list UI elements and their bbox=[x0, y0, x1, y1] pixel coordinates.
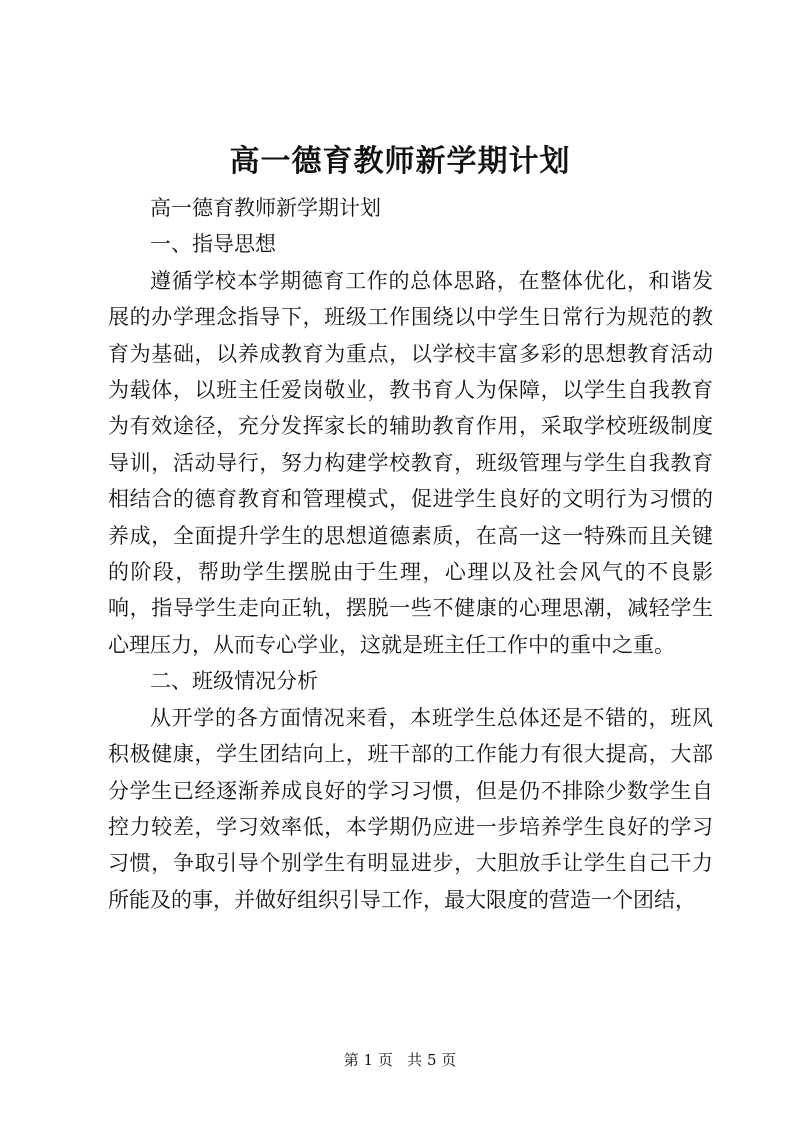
page-footer bbox=[0, 1050, 800, 1070]
page-total: 共 5 页 bbox=[407, 1051, 457, 1069]
document-subtitle: 高一德育教师新学期计划 bbox=[150, 196, 381, 220]
document-body bbox=[108, 190, 713, 918]
section-heading-class-analysis: 二、班级情况分析 bbox=[150, 669, 318, 694]
document-title: 高一德育教师新学期计划 bbox=[229, 144, 571, 179]
page-separator bbox=[398, 1051, 403, 1069]
page-number: 第 1 页 bbox=[343, 1051, 393, 1069]
paragraph-guiding-ideology: 遵循学校本学期德育工作的总体思路，在整体优化，和谐发展的办学理念指导下，班级工作围绕以中学生日常行为规范的教育为基础，以养成教育为重点，以学校丰富多彩的思想教育活动为载体，以班主任爱岗敬业，教书育人为保障，以学生自我教育为有效途径，充分发挥家长的辅助教育作用，采取学校班级制度导训，活动导行，努力构建学校教育，班级管理与学生自我教育相结合的德育教育和管理模式，促进学生良好的文明行为习惯的养成，全面提升学生的思想道德素质，在高一这一特殊而且关键的阶段，帮助学生摆脱由于生理，心理以及社会风气的不良影响，指导学生走向正轨，摆脱一些不健康的心理思潮，减轻学生心理压力，从而专心学业，这就是班主任工作中的重中之重。 bbox=[108, 268, 713, 657]
paragraph-class-analysis: 从开学的各方面情况来看，本班学生总体还是不错的，班风积极健康，学生团结向上，班干部的工作能力有很大提高，大部分学生已经逐渐养成良好的学习习惯，但是仍不排除少数学生自控力较差，学习效率低，本学期仍应进一步培养学生良好的学习习惯，争取引导个别学生有明显进步，大胆放手让学生自己干力所能及的事，并做好组织引导工作，最大限度的营造一个团结， bbox=[108, 705, 713, 912]
section-heading-guiding-ideology: 一、指导思想 bbox=[150, 232, 276, 257]
